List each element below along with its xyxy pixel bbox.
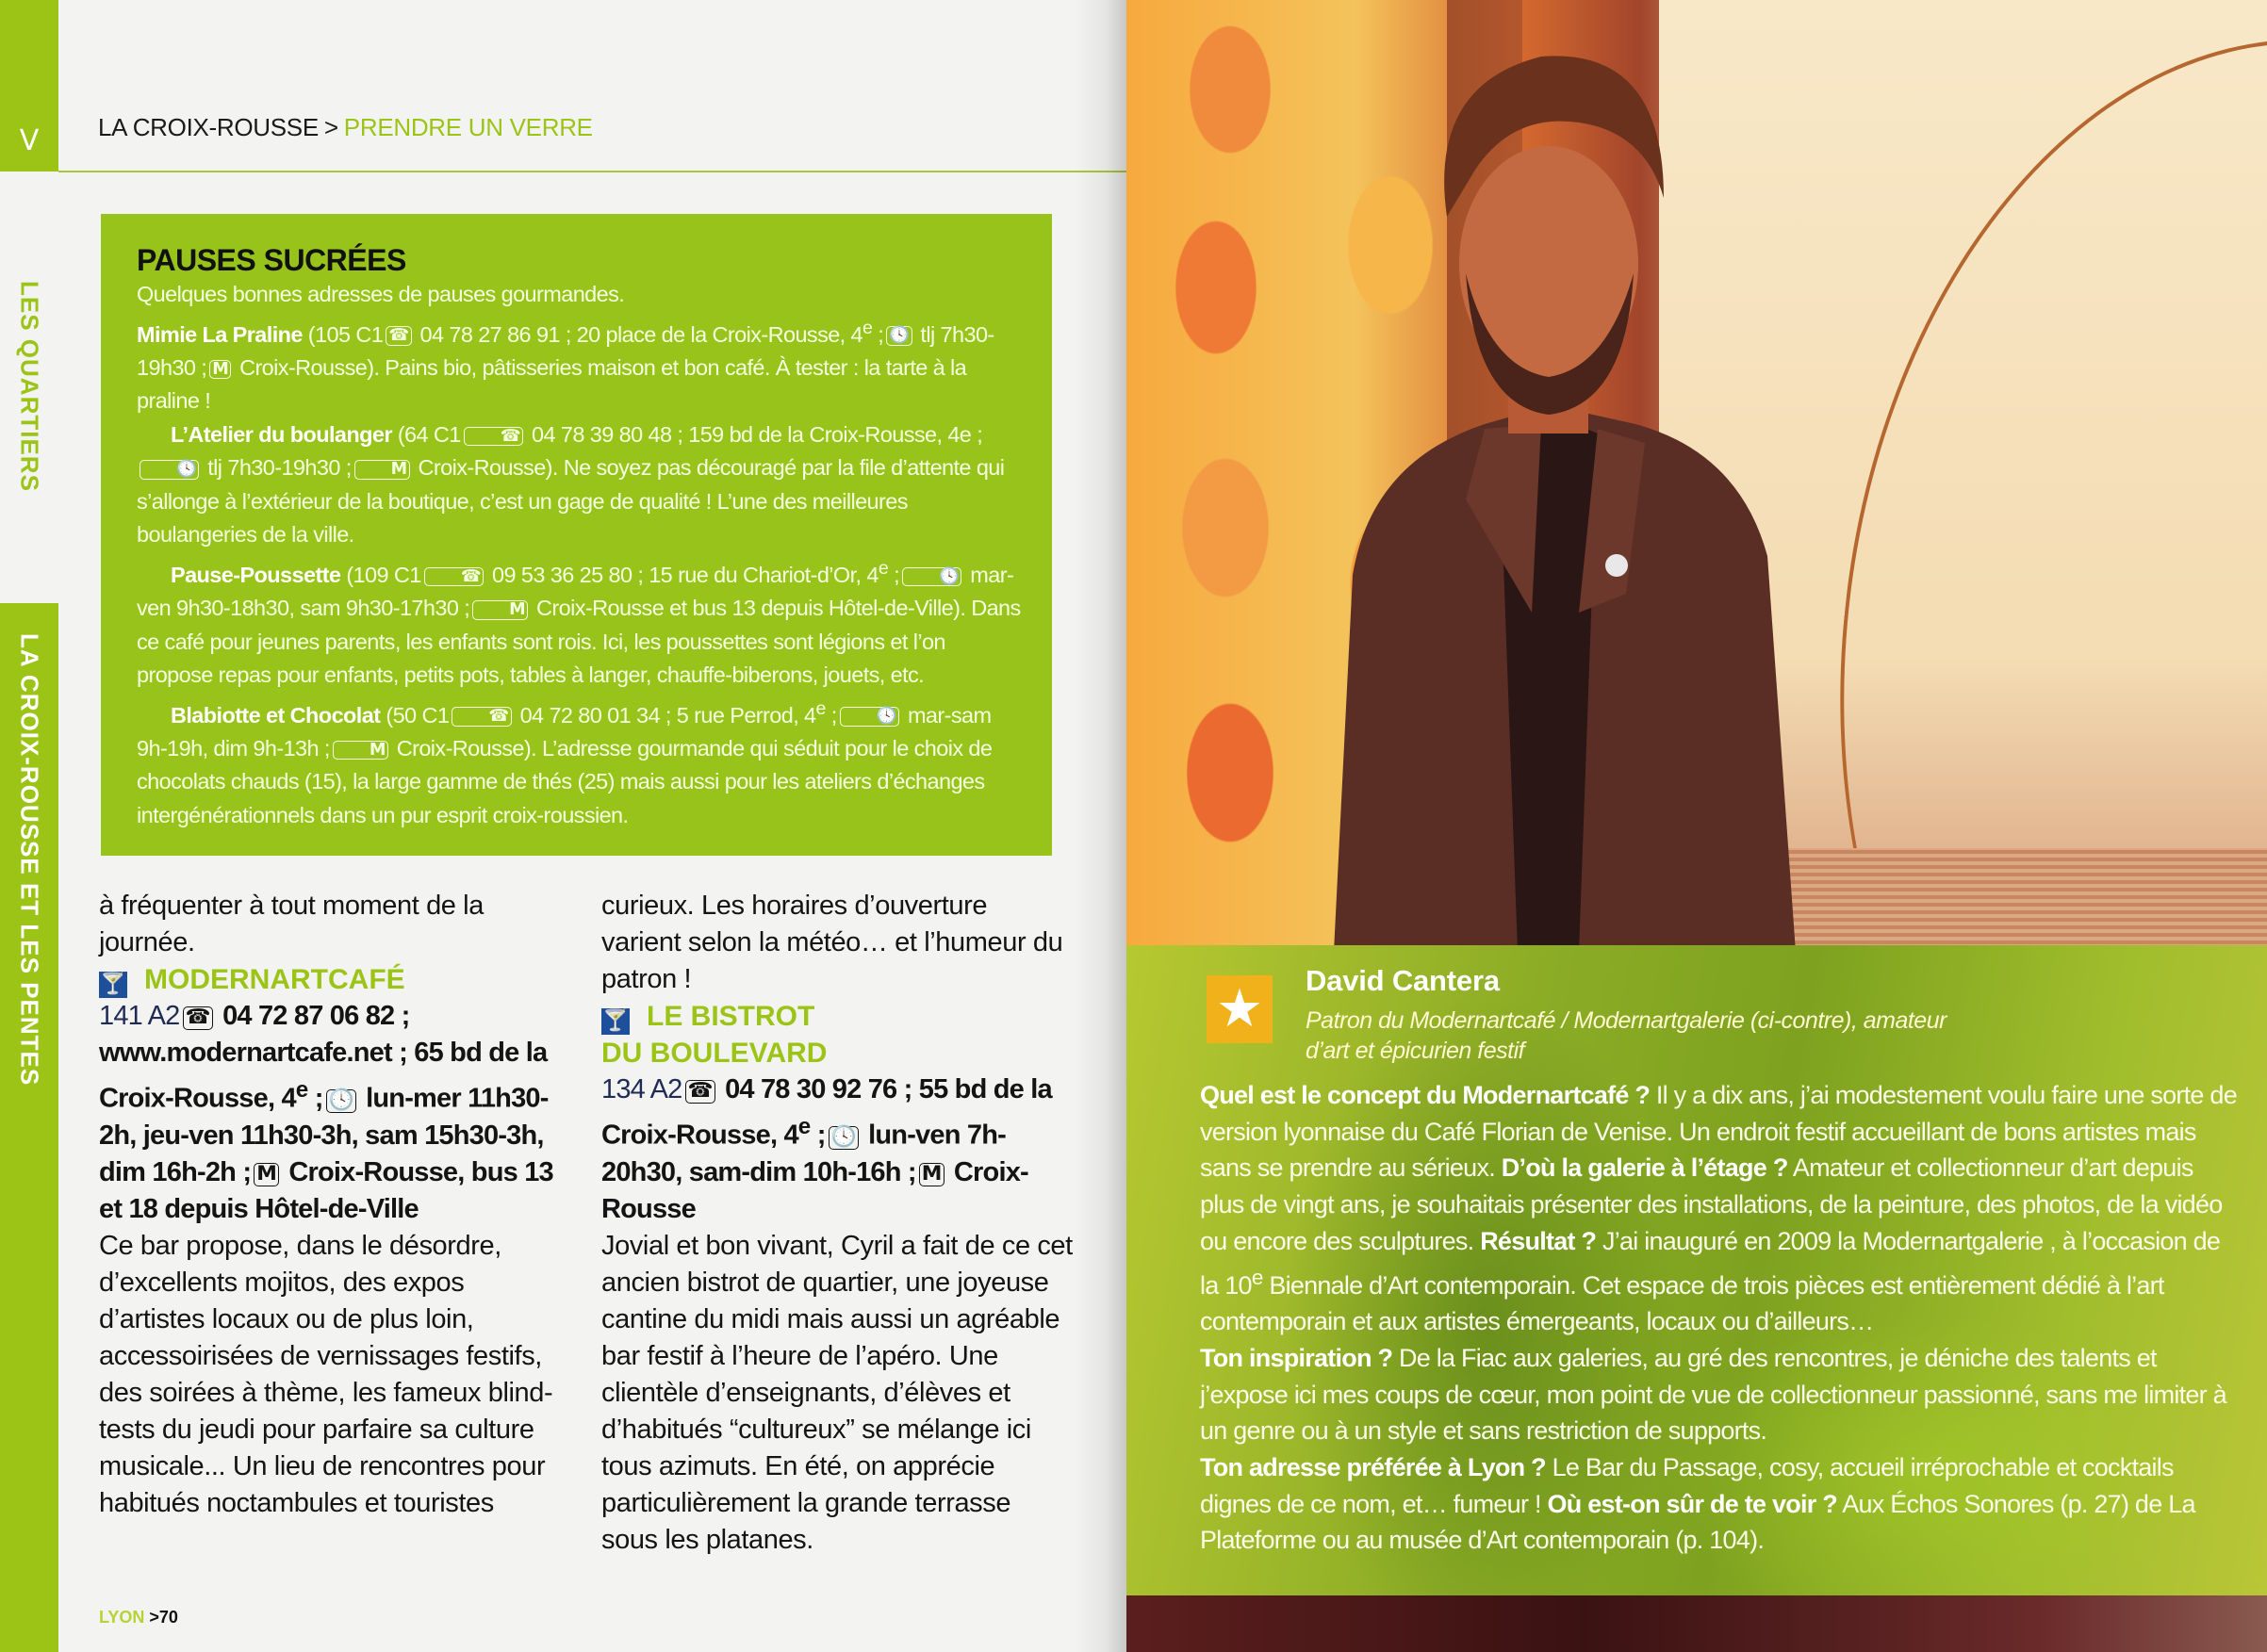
venue-details — [99, 998, 570, 1228]
metro-icon: M — [919, 1163, 945, 1186]
venue-description: Ce bar propose, dans le désordre, d’excellents mojitos, des expos d’artistes locaux ou de plus loin, accessoirisées de vernissages festifs, des soirées à thème, les fameux blind-tests du jeudi pour parfaire sa culture musicale... Un lieu de rencontres pour habitués noctambules et touristes — [99, 1230, 553, 1518]
venue-details — [601, 1071, 1073, 1228]
interviewee-name: David Cantera — [1306, 964, 1500, 997]
venue-title-modernartcafe — [99, 961, 570, 998]
side-label-croix-rousse — [0, 603, 58, 1652]
sweet-entry — [137, 693, 1024, 833]
interview-body — [1200, 1077, 2237, 1559]
box-intro: Quelques bonnes adresses de pauses gourmandes. — [137, 282, 625, 306]
breadcrumb — [98, 113, 593, 142]
photo-bottom-strip — [1126, 1595, 2267, 1652]
venue-name-line-2: DU BOULEVARD — [601, 1038, 828, 1069]
phone-icon: ☎ — [464, 427, 523, 447]
answer: Amateur et collectionneur d’art depuis plus de vingt ans, je souhaitais présenter des installations, de la peinture, des photos, de la vidéo ou encore des sculptures. — [1200, 1153, 2223, 1255]
footer-brand: LYON — [99, 1608, 145, 1627]
entry-name: Mimie La Praline — [137, 321, 303, 347]
side-label-top: LES QUARTIERS — [15, 281, 44, 492]
answer: De la Fiac aux galeries, au gré des rencontres, je déniche des talents et j’expose ici mes coups de cœur, mon point de vue de collectionneur passionné, sans me limiter à un genre ou à un style et sans restriction de supports. — [1200, 1343, 2226, 1446]
clock-icon: 🕓 — [886, 326, 912, 346]
superscript: e — [862, 317, 873, 338]
venue-phone-address: 04 78 30 92 76 ; 55 bd de la Croix-Rousse, 4 — [601, 1074, 1052, 1151]
entry-ref: (105 C1 — [302, 321, 384, 347]
question: Ton inspiration ? — [1200, 1343, 1393, 1372]
left-page — [0, 0, 1126, 1652]
portrait-photo — [1296, 9, 1805, 952]
entry-ref: (50 C1 — [380, 702, 450, 728]
lead-text: à fréquenter à tout moment de la journée. — [99, 891, 484, 957]
entry-description: Croix-Rousse). Pains bio, pâtisseries maison et bon café. À tester : la tarte à la praline ! — [137, 354, 967, 414]
superscript: e — [1251, 1265, 1263, 1289]
header-rule — [58, 171, 1126, 172]
breadcrumb-current: PRENDRE UN VERRE — [343, 113, 593, 141]
pauses-sucrees-box — [101, 214, 1052, 856]
answer: Le Bar du Passage, cosy, accueil irréprochable et cocktails dignes de ce nom, et… fumeur ! — [1200, 1453, 2174, 1518]
phone-icon: ☎ — [386, 326, 411, 346]
entry-phone-address: 09 53 36 25 80 ; 15 rue du Chariot-d’Or, 4 — [486, 562, 879, 587]
phone-icon: ☎ — [452, 707, 511, 727]
entry-phone-address: 04 72 80 01 34 ; 5 rue Perrod, 4 — [514, 702, 816, 728]
metro-icon: M — [254, 1163, 279, 1186]
venue-name-line-1: LE BISTROT — [647, 1001, 815, 1032]
entry-punct: ; — [825, 702, 837, 728]
clock-icon: 🕓 — [902, 567, 961, 587]
entry-ref: (64 C1 — [391, 421, 461, 447]
cocktail-bar-icon: 🍸 — [602, 1009, 629, 1033]
venue-title-bistrot — [601, 998, 1073, 1071]
clock-icon: 🕓 — [829, 1126, 859, 1150]
lead-text: curieux. Les horaires d’ouverture varient selon la météo… et l’humeur du patron ! — [601, 891, 1063, 994]
cocktail-bar-icon: 🍸 — [100, 973, 126, 996]
venue-punct: ; — [810, 1120, 826, 1151]
entry-hours: mar-ven 9h30-18h30, sam 9h30-17h30 ; — [137, 562, 1014, 621]
interview-panel — [1126, 945, 2267, 1595]
clock-icon: 🕓 — [140, 460, 199, 480]
answer: Aux Échos Sonores (p. 27) de La Plateforme ou au musée d’Art contemporain (p. 104). — [1200, 1489, 2195, 1555]
entry-phone-address: 04 78 27 86 91 ; 20 place de la Croix-Rousse, 4 — [414, 321, 863, 347]
entry-hours: tlj 7h30-19h30 ; — [202, 455, 352, 481]
entry-punct: ; — [872, 321, 884, 347]
chevron-down-icon: V — [19, 124, 40, 157]
breadcrumb-section[interactable]: LA CROIX-ROUSSE — [98, 113, 319, 141]
question: Où est-on sûr de te voir ? — [1547, 1489, 1837, 1518]
sweet-entry — [137, 552, 1024, 693]
venue-metro: Croix-Rousse — [601, 1156, 1028, 1224]
question: D’où la galerie à l’étage ? — [1501, 1153, 1788, 1183]
map-ref: 134 A2 — [601, 1074, 682, 1104]
side-label-bottom: LA CROIX-ROUSSE ET LES PENTES — [15, 633, 44, 1087]
interview-text — [1200, 1077, 2237, 1559]
venue-hours: lun-ven 7h-20h30, sam-dim 10h-16h ; — [601, 1120, 1006, 1187]
superscript: e — [878, 557, 889, 579]
question: Résultat ? — [1480, 1226, 1597, 1255]
metro-icon: M — [209, 360, 231, 380]
sweet-entry — [137, 312, 1024, 418]
pin — [1605, 554, 1628, 577]
metro-icon: M — [472, 600, 528, 620]
superscript: e — [797, 1114, 811, 1139]
breadcrumb-separator: > — [323, 113, 338, 141]
entry-ref: (109 C1 — [340, 562, 421, 587]
entry-name: Pause-Poussette — [171, 562, 341, 587]
entry-phone-address: 04 78 39 80 48 ; 159 bd de la Croix-Rousse, 4e — [526, 421, 972, 447]
right-page — [1126, 0, 2267, 1652]
question: Ton adresse préférée à Lyon ? — [1200, 1453, 1546, 1482]
page-footer — [99, 1608, 178, 1627]
entry-description: Croix-Rousse). Ne soyez pas découragé par la file d’attente qui s’allonge à l’extérieur de la boutique, c’est un gage de qualité ! L’une des meilleures boulangeries de la ville. — [137, 455, 1005, 548]
venue-description: Jovial et bon vivant, Cyril a fait de ce cet ancien bistrot de quartier, une joyeuse cantine du midi mais aussi un agréable bar festif à l’heure de l’apéro. Une clientèle d’enseignants, d’élèves et d’habitués “cultureux” se mélange ici tous azimuts. En été, on apprécie particulièrement la grande terrasse sous les platanes. — [601, 1230, 1073, 1555]
venue-hours: lun-mer 11h30-2h, jeu-ven 11h30-3h, sam 15h30-3h, dim 16h-2h ; — [99, 1083, 549, 1187]
entry-description: Croix-Rousse et bus 13 depuis Hôtel-de-Ville). Dans ce café pour jeunes parents, les enfants sont rois. Ici, les poussettes sont légions et l’on propose repas pour enfants, petits pots, tables à langer, chauffe-biberons, jouets, etc. — [137, 596, 1021, 688]
side-label-quartiers — [0, 281, 58, 526]
entry-hours: tlj 7h30-19h30 ; — [137, 321, 994, 380]
entry-name: Blabiotte et Chocolat — [171, 702, 381, 728]
phone-icon: ☎ — [685, 1080, 715, 1104]
answer-continued: Biennale d’Art contemporain. Cet espace de trois pièces est entièrement dédié à l’art contemporain et aux artistes émergeants, locaux ou d’ailleurs… — [1200, 1270, 2164, 1336]
metro-icon: M — [354, 460, 410, 480]
entry-description: Croix-Rousse). L’adresse gourmande qui séduit pour le choix de chocolats chauds (15), la large gamme de thés (25) mais aussi pour les ateliers d’échanges intergénérationnels dans un pur esprit croix-roussien. — [137, 735, 993, 827]
entry-hours: mar-sam 9h-19h, dim 9h-13h ; — [137, 702, 992, 761]
interviewee-role: Patron du Modernartcafé / Modernartgalerie (ci-contre), amateur d’art et épicurien festif — [1306, 1007, 1947, 1064]
venue-name: MODERNARTCAFÉ — [144, 964, 405, 995]
phone-icon: ☎ — [183, 1006, 213, 1030]
venue-punct: ; — [307, 1083, 323, 1114]
clock-icon: 🕓 — [840, 707, 899, 727]
page-number: >70 — [149, 1608, 178, 1627]
venue-metro: Croix-Rousse, bus 13 et 18 depuis Hôtel-de-Ville — [99, 1156, 553, 1224]
metro-icon: M — [333, 741, 388, 761]
map-ref: 141 A2 — [99, 1001, 180, 1031]
entry-punct: ; — [971, 421, 983, 447]
superscript: e — [295, 1077, 308, 1103]
clock-icon: 🕓 — [326, 1089, 356, 1113]
venue-phone-address: 04 72 87 06 82 ; www.modernartcafe.net ; 65 bd de la Croix-Rousse, 4 — [99, 1001, 548, 1114]
text-column-1 — [99, 888, 570, 1522]
box-title: PAUSES SUCRÉES — [137, 243, 406, 277]
superscript: e — [815, 697, 826, 719]
phone-icon: ☎ — [424, 567, 484, 587]
entry-name: L’Atelier du boulanger — [171, 421, 392, 447]
spine-shadow — [1075, 0, 1126, 1652]
section-tab — [0, 0, 58, 172]
answer: J’ai inauguré en 2009 la Modernartgalerie , à l’occasion de la 10 — [1200, 1226, 2221, 1300]
text-column-2 — [601, 888, 1073, 1559]
sweet-entry — [137, 418, 1024, 552]
question: Quel est le concept du Modernartcafé ? — [1200, 1081, 1651, 1109]
entry-punct: ; — [888, 562, 900, 587]
star-icon: ★ — [1207, 975, 1273, 1043]
answer: Il y a dix ans, j’ai modestement voulu faire une sorte de version lyonnaise du Café Florian de Venise. Un endroit festif accueillant de bons artistes mais sans se prendre au sérieux. — [1200, 1081, 2237, 1183]
